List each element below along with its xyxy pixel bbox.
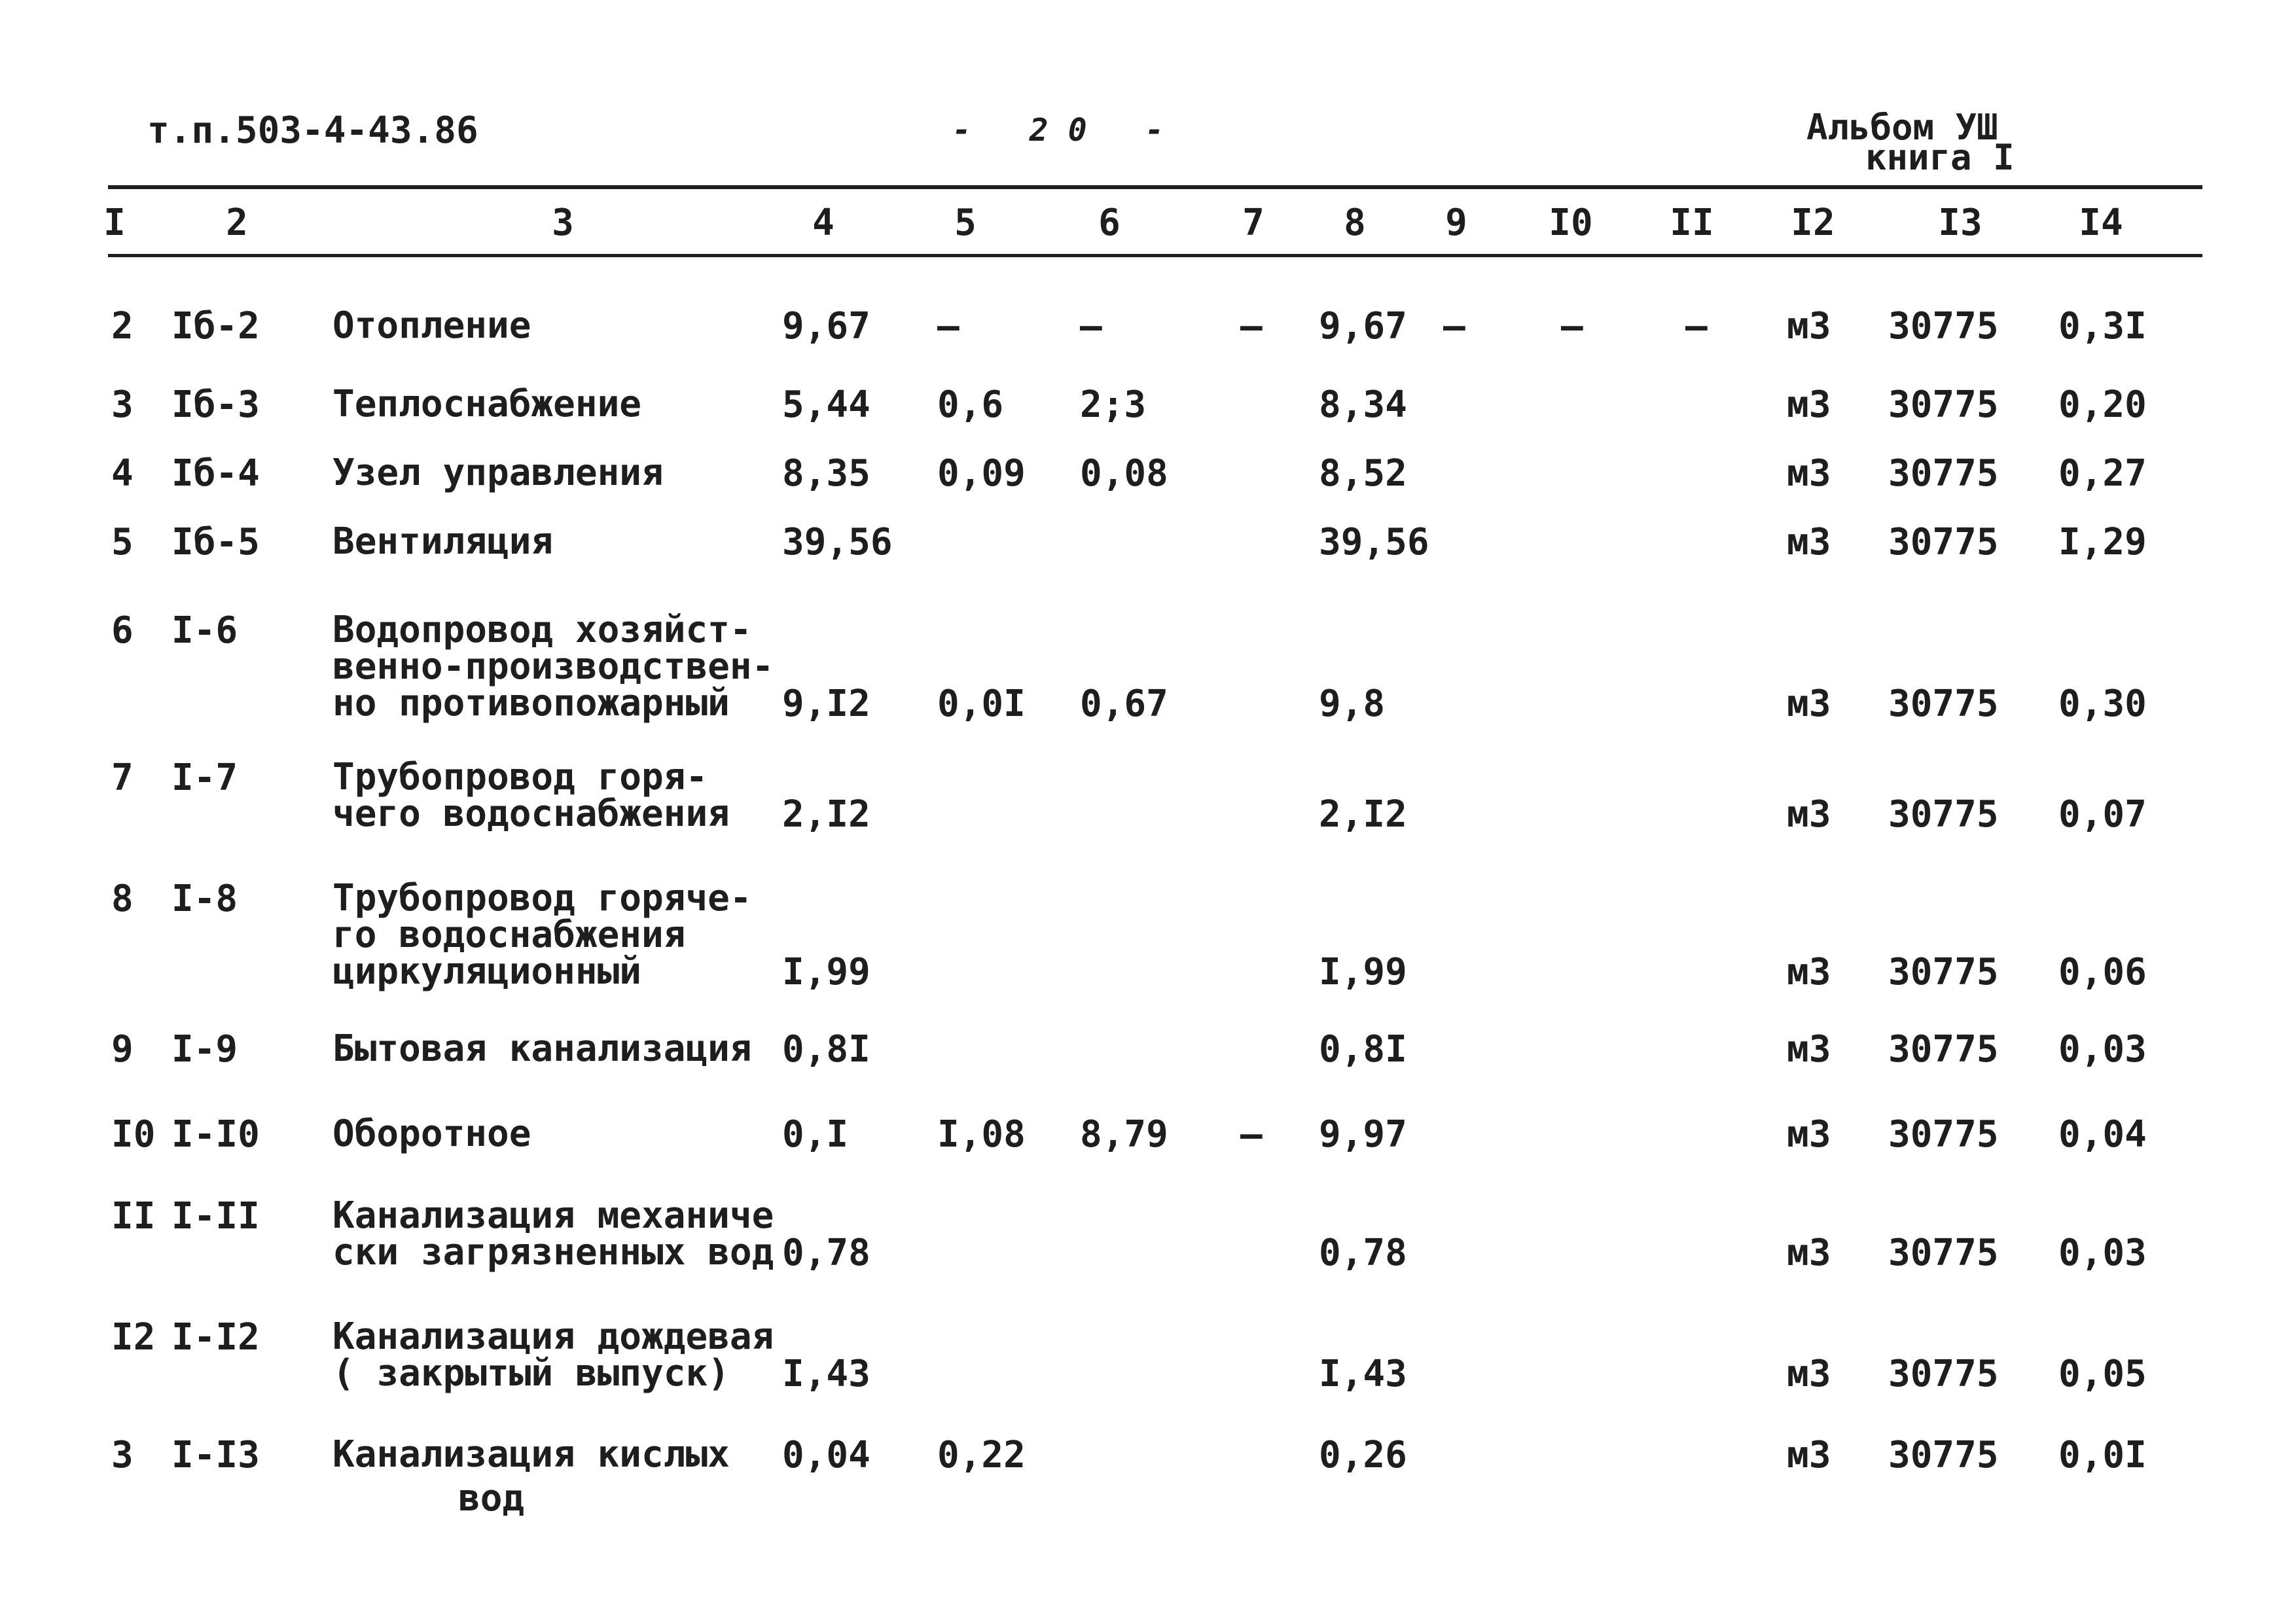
total-value: I,29 [2058, 521, 2147, 563]
unit-value: м3 [1787, 521, 1831, 563]
col4-value: 0,I [782, 1113, 849, 1156]
col8-value: I,43 [1319, 1353, 1407, 1395]
total-value: 0,03 [2058, 1232, 2147, 1274]
column-header: I2 [1791, 202, 1835, 244]
col4-value: 5,44 [782, 383, 870, 426]
item-name: Канализация механиче ски загрязненных вод [332, 1194, 774, 1274]
item-name: Трубопровод горя- чего водоснабжения [332, 756, 730, 835]
cost-value: 30775 [1888, 383, 1999, 426]
col4-value: I,43 [782, 1353, 870, 1395]
item-name: Бытовая канализация [332, 1027, 752, 1070]
col4-value: 0,78 [782, 1232, 870, 1274]
total-value: 0,04 [2058, 1113, 2147, 1156]
unit-value: м3 [1787, 383, 1831, 426]
unit-value: м3 [1787, 1113, 1831, 1156]
total-value: 0,20 [2058, 383, 2147, 426]
item-name: Канализация дождевая ( закрытый выпуск) [332, 1315, 774, 1395]
col4-value: 39,56 [782, 521, 893, 563]
item-code: I-6 [171, 609, 238, 652]
item-code: I-I3 [171, 1434, 260, 1476]
table-header-rule [108, 254, 2202, 257]
album-label [1806, 107, 2015, 178]
col10-value: – [1561, 305, 1583, 348]
col5-value: 0,0I [937, 683, 1026, 725]
col4-value: 2,I2 [782, 793, 870, 836]
album-title: Альбом УШ [1806, 107, 1998, 148]
col4-value: 9,67 [782, 305, 870, 348]
item-code: Iб-4 [171, 452, 260, 495]
total-value: 0,27 [2058, 452, 2147, 495]
cost-value: 30775 [1888, 683, 1999, 725]
unit-value: м3 [1787, 1434, 1831, 1476]
item-name: Водопровод хозяйст- венно-производствен- но противопожарный [332, 609, 774, 724]
column-header: 5 [954, 202, 977, 244]
col5-value: I,08 [937, 1113, 1026, 1156]
col6-value: 0,08 [1080, 452, 1168, 495]
column-header: I4 [2079, 202, 2123, 244]
column-header: 4 [812, 202, 834, 244]
item-code: I-II [171, 1195, 260, 1238]
unit-value: м3 [1787, 683, 1831, 725]
item-code: Iб-2 [171, 305, 260, 348]
col6-value: 0,67 [1080, 683, 1168, 725]
cost-value: 30775 [1888, 793, 1999, 836]
item-name: Отопление [332, 304, 531, 347]
row-number: 4 [111, 452, 134, 495]
item-code: I-I2 [171, 1316, 260, 1359]
unit-value: м3 [1787, 1028, 1831, 1071]
item-name: Вентиляция [332, 520, 554, 563]
col9-value: – [1443, 305, 1465, 348]
col8-value: 9,67 [1319, 305, 1407, 348]
col8-value: I,99 [1319, 951, 1407, 993]
total-value: 0,0I [2058, 1434, 2147, 1476]
cost-value: 30775 [1888, 951, 1999, 993]
col8-value: 0,8I [1319, 1028, 1407, 1071]
row-number: II [111, 1195, 156, 1238]
col4-value: 9,I2 [782, 683, 870, 725]
col5-value: 0,09 [937, 452, 1026, 495]
item-code: I-I0 [171, 1113, 260, 1156]
col8-value: 2,I2 [1319, 793, 1407, 836]
col6-value: 8,79 [1080, 1113, 1168, 1156]
cost-value: 30775 [1888, 1434, 1999, 1476]
total-value: 0,06 [2058, 951, 2147, 993]
col8-value: 39,56 [1319, 521, 1429, 563]
row-number: I2 [111, 1316, 156, 1359]
item-name: Теплоснабжение [332, 383, 642, 425]
column-header: 6 [1098, 202, 1121, 244]
cost-value: 30775 [1888, 1028, 1999, 1071]
row-number: 3 [111, 383, 134, 426]
row-number: 9 [111, 1028, 134, 1071]
page-number: - 20 - [952, 112, 1184, 149]
total-value: 0,05 [2058, 1353, 2147, 1395]
column-header: 7 [1242, 202, 1265, 244]
cost-value: 30775 [1888, 521, 1999, 563]
column-header: I [103, 202, 126, 244]
row-number: 3 [111, 1434, 134, 1476]
item-code: Iб-5 [171, 521, 260, 563]
col6-value: 2;3 [1080, 383, 1147, 426]
unit-value: м3 [1787, 452, 1831, 495]
item-code: I-8 [171, 878, 238, 920]
col8-value: 8,34 [1319, 383, 1407, 426]
column-header: 3 [552, 202, 574, 244]
col4-value: I,99 [782, 951, 870, 993]
col8-value: 9,97 [1319, 1113, 1407, 1156]
column-header: II [1670, 202, 1714, 244]
row-number: 7 [111, 757, 134, 799]
item-name: Оборотное [332, 1113, 531, 1155]
column-header: I3 [1938, 202, 1982, 244]
unit-value: м3 [1787, 1353, 1831, 1395]
col6-value: – [1080, 305, 1102, 348]
row-number: 2 [111, 305, 134, 348]
total-value: 0,30 [2058, 683, 2147, 725]
col7-value: – [1240, 305, 1263, 348]
column-header: 2 [226, 202, 248, 244]
item-name: Узел управления [332, 452, 664, 494]
item-name-continuation: вод [458, 1477, 525, 1520]
cost-value: 30775 [1888, 305, 1999, 348]
row-number: 5 [111, 521, 134, 563]
total-value: 0,03 [2058, 1028, 2147, 1071]
col4-value: 0,04 [782, 1434, 870, 1476]
column-header: 8 [1344, 202, 1366, 244]
total-value: 0,07 [2058, 793, 2147, 836]
column-header: I0 [1549, 202, 1593, 244]
item-name: Канализация кислых [332, 1433, 730, 1476]
item-code: Iб-3 [171, 383, 260, 426]
row-number: 8 [111, 878, 134, 920]
unit-value: м3 [1787, 305, 1831, 348]
cost-value: 30775 [1888, 1113, 1999, 1156]
col7-value: – [1240, 1113, 1263, 1156]
unit-value: м3 [1787, 793, 1831, 836]
document-code: т.п.503-4-43.86 [147, 109, 478, 152]
item-code: I-9 [171, 1028, 238, 1071]
item-code: I-7 [171, 757, 238, 799]
col8-value: 8,52 [1319, 452, 1407, 495]
table-top-rule [108, 185, 2202, 189]
col5-value: – [937, 305, 960, 348]
col5-value: 0,6 [937, 383, 1004, 426]
col8-value: 0,26 [1319, 1434, 1407, 1476]
item-name: Трубопровод горяче- го водоснабжения циркуляционный [332, 877, 752, 993]
col5-value: 0,22 [937, 1434, 1026, 1476]
row-number: I0 [111, 1113, 156, 1156]
column-header: 9 [1445, 202, 1467, 244]
col8-value: 9,8 [1319, 683, 1386, 725]
total-value: 0,3I [2058, 305, 2147, 348]
col4-value: 0,8I [782, 1028, 870, 1071]
col8-value: 0,78 [1319, 1232, 1407, 1274]
cost-value: 30775 [1888, 452, 1999, 495]
cost-value: 30775 [1888, 1232, 1999, 1274]
book-title: книга I [1865, 137, 2015, 178]
row-number: 6 [111, 609, 134, 652]
unit-value: м3 [1787, 951, 1831, 993]
col4-value: 8,35 [782, 452, 870, 495]
unit-value: м3 [1787, 1232, 1831, 1274]
cost-value: 30775 [1888, 1353, 1999, 1395]
col11-value: – [1685, 305, 1708, 348]
